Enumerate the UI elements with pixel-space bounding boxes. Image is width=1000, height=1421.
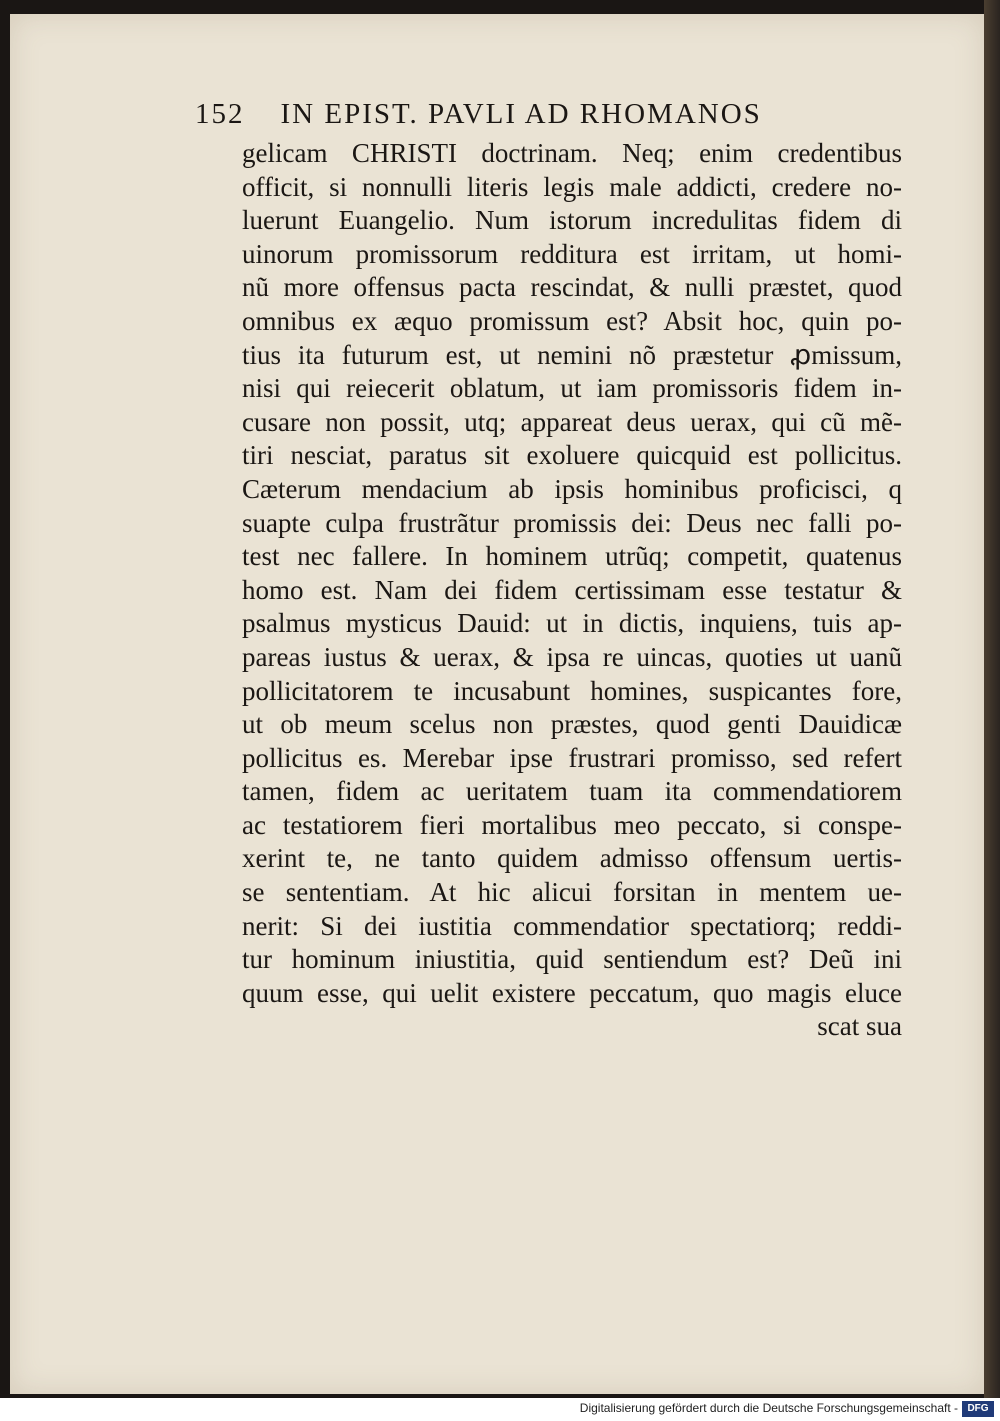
text-line: tur hominum iniustitia, quid sentiendum est? Deũ ini xyxy=(242,944,902,975)
funding-credit: Digitalisierung gefördert durch die Deutsche Forschungsgemeinschaft - xyxy=(579,1401,958,1415)
text-line: xerint te, ne tanto quidem admisso offensum uertis- xyxy=(242,843,902,874)
text-line: nerit: Si dei iustitia commendatior spectatiorq; reddi- xyxy=(242,910,902,941)
text-line: tiri nesciat, paratus sit exoluere quicquid est pollicitus. xyxy=(242,440,902,471)
text-line: uinorum promissorum redditura est irritam, ut homi- xyxy=(242,238,902,269)
text-line: tius ita futurum est, ut nemini nõ præstetur ꝓmissum, xyxy=(242,339,902,370)
text-line: cusare non possit, utq; appareat deus uerax, qui cũ mẽ- xyxy=(242,406,902,437)
footer-bar xyxy=(0,1398,1000,1421)
running-title: IN EPIST. PAVLI AD RHOMANOS xyxy=(280,98,762,130)
text-line: test nec fallere. In hominem utrũq; competit, quatenus xyxy=(242,541,902,572)
running-header xyxy=(195,98,855,138)
text-line: pollicitus es. Merebar ipse frustrari promisso, sed refert xyxy=(242,742,902,773)
text-line: tamen, fidem ac ueritatem tuam ita commendatiorem xyxy=(242,776,902,807)
text-line: officit, si nonnulli literis legis male addicti, credere no- xyxy=(242,171,902,202)
text-line: quum esse, qui uelit existere peccatum, quo magis eluce xyxy=(242,977,902,1008)
text-line: ac testatiorem fieri mortalibus meo peccato, si conspe- xyxy=(242,809,902,840)
text-line: nũ more offensus pacta rescindat, & nulli præstet, quod xyxy=(242,272,902,303)
page-number: 152 xyxy=(195,98,245,130)
text-line: omnibus ex æquo promissum est? Absit hoc, quin po- xyxy=(242,305,902,336)
text-line: gelicam CHRISTI doctrinam. Neq; enim credentibus xyxy=(242,138,902,168)
book-edge xyxy=(984,0,1000,1398)
text-line: pareas iustus & uerax, & ipsa re uincas, quoties ut uanũ xyxy=(242,641,902,672)
text-line: homo est. Nam dei fidem certissimam esse testatur & xyxy=(242,574,902,605)
text-line: suapte culpa frustrãtur promissis dei: Deus nec falli po- xyxy=(242,507,902,538)
dfg-logo: DFG xyxy=(962,1401,994,1417)
text-line: luerunt Euangelio. Num istorum incredulitas fidem di xyxy=(242,205,902,236)
body-text xyxy=(242,137,902,1044)
text-line: pollicitatorem te incusabunt homines, suspicantes fore, xyxy=(242,675,902,706)
catchword: scat sua xyxy=(817,1011,902,1042)
text-line: nisi qui reiecerit oblatum, ut iam promissoris fidem in- xyxy=(242,373,902,404)
text-line: psalmus mysticus Dauid: ut in dictis, inquiens, tuis ap- xyxy=(242,608,902,639)
text-line: ut ob meum scelus non præstes, quod genti Dauidicæ xyxy=(242,709,902,740)
text-line: Cæterum mendacium ab ipsis hominibus proficisci, q xyxy=(242,473,902,504)
text-line: se sententiam. At hic alicui forsitan in mentem ue- xyxy=(242,877,902,908)
